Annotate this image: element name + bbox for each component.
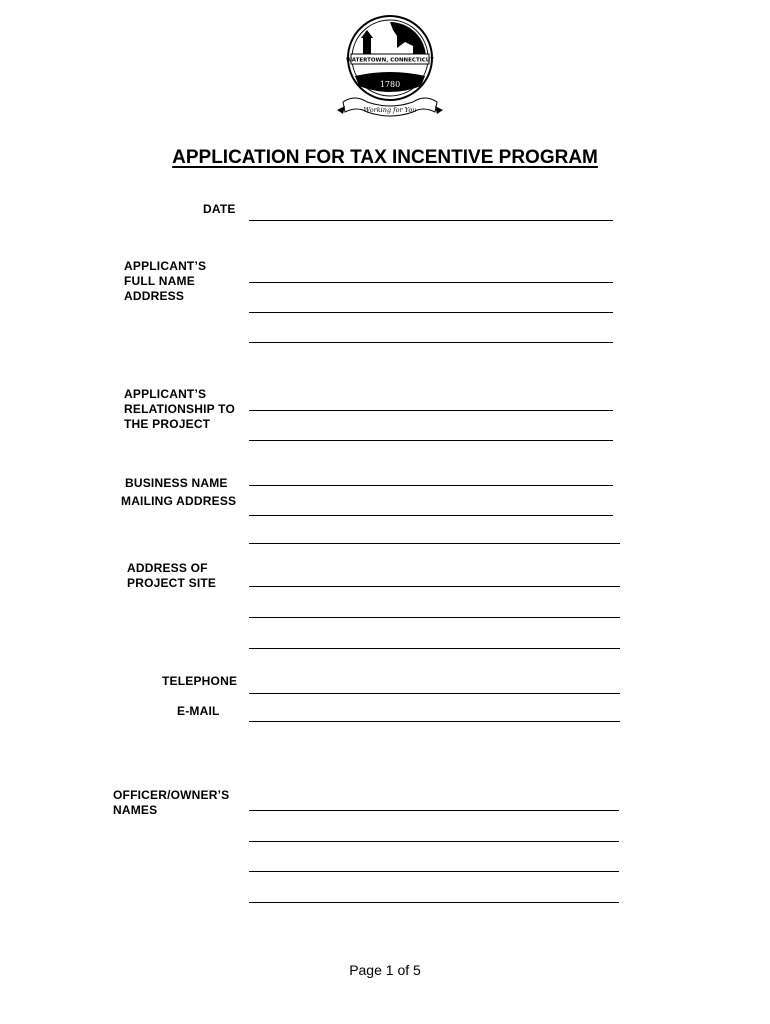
applicant-label-line2: FULL NAME	[124, 274, 195, 288]
mailing-address-line-1[interactable]	[249, 515, 613, 516]
seal-name-text: WATERTOWN, CONNECTICUT	[345, 57, 435, 64]
date-line[interactable]	[249, 220, 613, 221]
relationship-label-line1: APPLICANT’S	[124, 387, 207, 401]
email-label: E-MAIL	[177, 704, 220, 718]
seal-town-text: TOWN OF	[371, 42, 396, 48]
project-site-line-1[interactable]	[249, 586, 620, 587]
business-name-label: BUSINESS NAME	[125, 476, 228, 490]
officers-line-3[interactable]	[249, 871, 619, 872]
date-label: DATE	[203, 202, 236, 216]
page-number: Page 1 of 5	[349, 962, 421, 978]
mailing-address-line-2[interactable]	[249, 543, 620, 544]
applicant-name-line[interactable]	[249, 282, 613, 283]
officers-line-2[interactable]	[249, 841, 619, 842]
seal-year: 1780	[379, 80, 401, 89]
applicant-address-line-1[interactable]	[249, 312, 613, 313]
email-line[interactable]	[249, 721, 620, 722]
telephone-label: TELEPHONE	[162, 674, 238, 688]
applicant-label-line1: APPLICANT’S	[124, 259, 207, 273]
relationship-label-line2: RELATIONSHIP TO	[124, 402, 236, 416]
officers-label-line1: OFFICER/OWNER’S	[113, 788, 230, 802]
relationship-line-2[interactable]	[249, 440, 613, 441]
mailing-address-label: MAILING ADDRESS	[121, 494, 237, 508]
applicant-label-line3: ADDRESS	[124, 289, 185, 303]
project-site-line-3[interactable]	[249, 648, 620, 649]
project-site-label-line1: ADDRESS OF	[127, 561, 208, 575]
telephone-line[interactable]	[249, 693, 620, 694]
officers-label-line2: NAMES	[113, 803, 158, 817]
relationship-line-1[interactable]	[249, 410, 613, 411]
town-seal-logo	[335, 14, 445, 124]
project-site-line-2[interactable]	[249, 617, 620, 618]
officers-line-4[interactable]	[249, 902, 619, 903]
project-site-label-line2: PROJECT SITE	[127, 576, 217, 590]
seal-ribbon-text: Working for You	[363, 106, 417, 114]
page-title: APPLICATION FOR TAX INCENTIVE PROGRAM	[172, 147, 598, 168]
applicant-address-line-2[interactable]	[249, 342, 613, 343]
relationship-label-line3: THE PROJECT	[124, 417, 211, 431]
officers-line-1[interactable]	[249, 810, 619, 811]
business-name-line[interactable]	[249, 485, 613, 486]
